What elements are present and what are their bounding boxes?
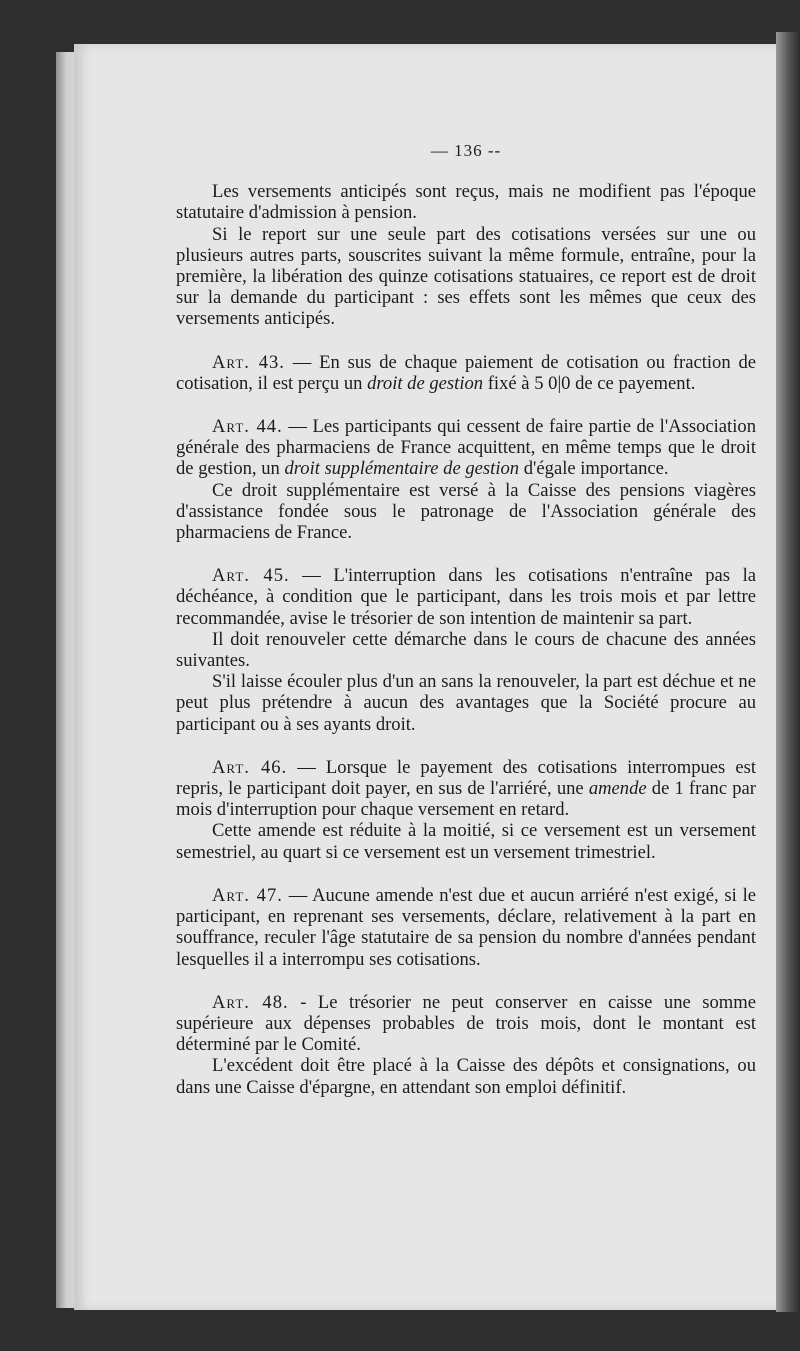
article-48 — [176, 992, 756, 1098]
article-46 — [176, 757, 756, 863]
article-label: Art. 46. — [212, 756, 288, 778]
article-paragraph: Il doit renouveler cette démarche dans le cours de chacune des années suivantes. — [176, 628, 756, 672]
article-label: Art. 43. — [212, 351, 285, 373]
article-label: Art. 47. — [212, 884, 283, 906]
page-edge — [776, 32, 800, 1312]
article-label: Art. 45. — [212, 565, 290, 587]
article-label: Art. 44. — [212, 416, 283, 438]
article-44 — [176, 416, 756, 543]
article-paragraph: S'il laisse écouler plus d'un an sans la renouveler, la part est déchue et ne peut plus prétendre à aucun des avantages que la Société procure au participant ou à ses ayants droit. — [176, 671, 756, 735]
article-paragraph: L'excédent doit être placé à la Caisse des dépôts et consignations, ou dans une Caisse d'épargne, en attendant son emploi définitif. — [176, 1055, 756, 1098]
text-run: — En sus de chaque paiement de cotisation ou fraction de cotisation, il est perçu un — [176, 351, 756, 394]
intro-paragraph-1: Les versements anticipés sont reçus, mais ne modifient pas l'époque statutaire d'admission à pension. — [176, 181, 756, 224]
text-run: — Aucune amende n'est due et aucun arriéré n'est exigé, si le participant, en reprenant ses versements, déclare, relativement à la part en souffrance, reculer l'âge statutaire de sa pension du nombre d'années pendant lesquelles il a interrompu ses cotisations. — [176, 884, 756, 970]
italic-term: droit de gestion — [367, 372, 484, 394]
page-number: — 136 -- — [430, 141, 502, 160]
article-label: Art. 48. — [212, 991, 289, 1013]
article-paragraph — [176, 885, 756, 970]
article-paragraph — [176, 352, 756, 394]
article-paragraph — [176, 416, 756, 480]
article-paragraph — [176, 565, 756, 629]
article-paragraph: Cette amende est réduite à la moitié, si ce versement est un versement semestriel, au quart si ce versement est un versement trimestriel. — [176, 820, 756, 863]
article-45 — [176, 565, 756, 735]
article-paragraph — [176, 757, 756, 821]
text-run: — Les participants qui cessent de faire partie de l'Association générale des pharmaciens de France acquittent, en même temps que le droit de gestion, un — [176, 416, 756, 480]
intro-paragraph-2: Si le report sur une seule part des cotisations versées sur une ou plusieurs autres parts, souscrites suivant la même formule, entraîne, pour la première, la libération des quinze cotisations statuaires, ce report est de droit sur la demande du participant : ses effets sont les mêmes que ceux des versements anticipés. — [176, 223, 756, 330]
text-run: — Lorsque le payement des cotisations interrompues est repris, le participant doit payer, en sus de l'arriéré, une — [176, 756, 756, 800]
text-run: d'égale importance. — [519, 458, 669, 480]
article-paragraph: Ce droit supplémentaire est versé à la Caisse des pensions viagères d'assistance fondée sous le patronage de l'Association générale des pharmaciens de France. — [176, 479, 756, 544]
text-run: de 1 franc par mois d'interruption pour chaque versement en retard. — [176, 778, 756, 821]
italic-term: amende — [588, 778, 647, 800]
page-text — [176, 140, 756, 1098]
article-43 — [176, 352, 756, 394]
article-paragraph — [176, 992, 756, 1056]
text-run: — L'interruption dans les cotisations n'entraîne pas la déchéance, à condition que le participant, dans les trois mois et par lettre recommandée, avise le trésorier de son intention de maintenir sa part. — [176, 565, 756, 629]
italic-term: droit supplémentaire de gestion — [284, 458, 520, 480]
article-47 — [176, 885, 756, 970]
text-run: - Le trésorier ne peut conserver en caisse une somme supérieure aux dépenses probables de trois mois, dont le montant est déterminé par le Comité. — [176, 991, 756, 1056]
text-run: fixé à 5 0|0 de ce payement. — [483, 372, 696, 394]
